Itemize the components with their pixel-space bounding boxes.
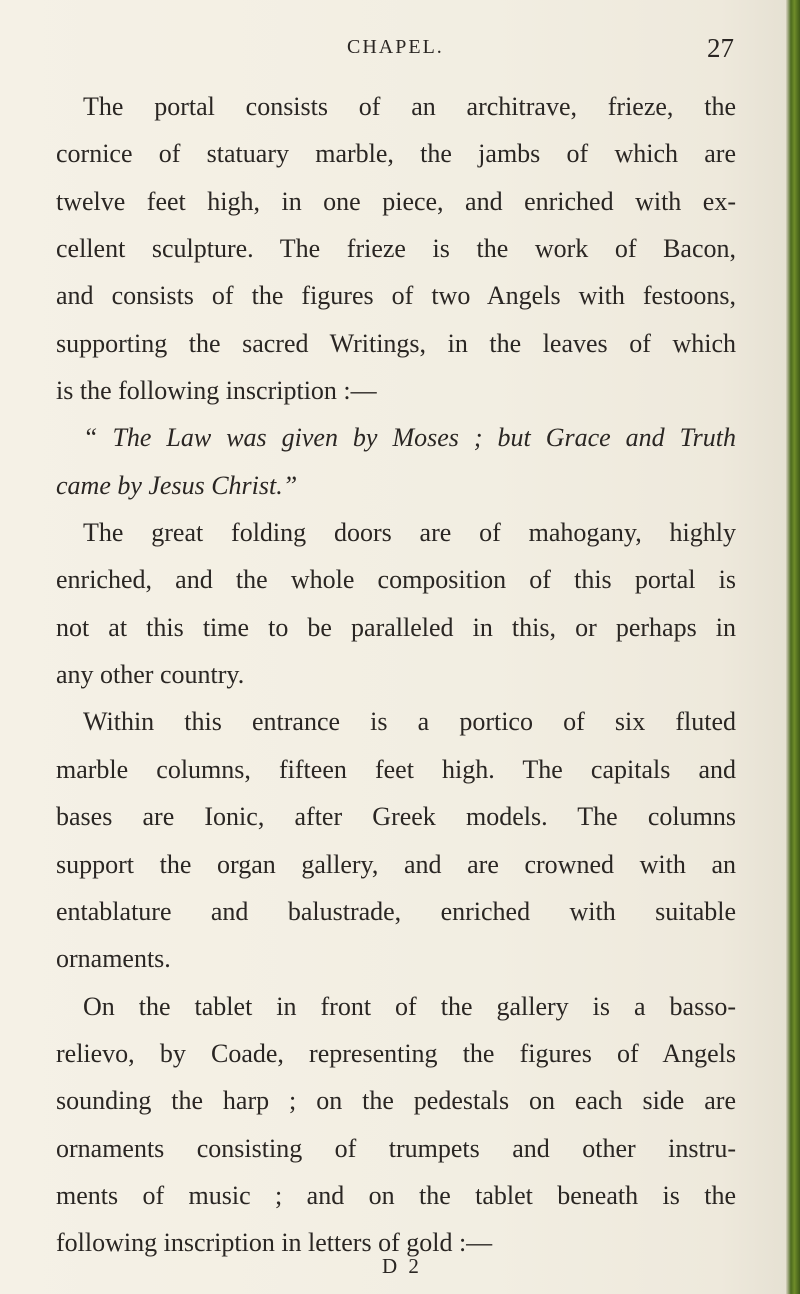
inscription-line: came by Jesus Christ.” — [56, 470, 298, 500]
inscription-line: “ The Law was given by Moses ; but Grace and Truth — [83, 423, 736, 453]
text-line: following inscription in letters of gold :— — [56, 1228, 493, 1258]
text-line: supporting the sacred Writings, in the leaves of which — [56, 328, 736, 358]
text-line: entablature and balustrade, enriched with suitable — [56, 896, 736, 926]
text-line: ornaments. — [56, 944, 171, 974]
text-line: any other country. — [56, 660, 245, 690]
text-line: bases are Ionic, after Greek models. The columns — [56, 802, 736, 832]
text-line: relievo, by Coade, representing the figures of Angels — [56, 1038, 736, 1068]
text-line: enriched, and the whole composition of this portal is — [56, 565, 736, 595]
text-line: not at this time to be paralleled in this, or perhaps in — [56, 612, 736, 642]
text-line: is the following inscription :— — [56, 376, 377, 406]
running-head — [0, 33, 786, 70]
body-text — [56, 83, 736, 1267]
page-number: 27 — [707, 33, 734, 63]
signature-mark: D 2 — [382, 1254, 422, 1278]
text-line: Within this entrance is a portico of six fluted — [83, 707, 736, 737]
book-binding-edge — [786, 0, 800, 1294]
text-line: twelve feet high, in one piece, and enriched with ex- — [56, 186, 736, 216]
text-line: and consists of the figures of two Angels with festoons, — [56, 281, 736, 311]
text-line: The portal consists of an architrave, frieze, the — [83, 92, 736, 121]
text-line: The great folding doors are of mahogany, highly — [83, 518, 736, 548]
text-line: marble columns, fifteen feet high. The capitals and — [56, 754, 736, 784]
text-line: cellent sculpture. The frieze is the work of Bacon, — [56, 234, 736, 264]
text-line: On the tablet in front of the gallery is a basso- — [83, 991, 736, 1021]
text-line: ments of music ; and on the tablet beneath is the — [56, 1180, 736, 1210]
text-line: ornaments consisting of trumpets and other instru- — [56, 1133, 736, 1163]
text-line: sounding the harp ; on the pedestals on each side are — [56, 1086, 736, 1116]
text-line: cornice of statuary marble, the jambs of which are — [56, 139, 736, 169]
text-line: support the organ gallery, and are crowned with an — [56, 849, 736, 879]
running-title: CHAPEL. — [347, 36, 444, 58]
